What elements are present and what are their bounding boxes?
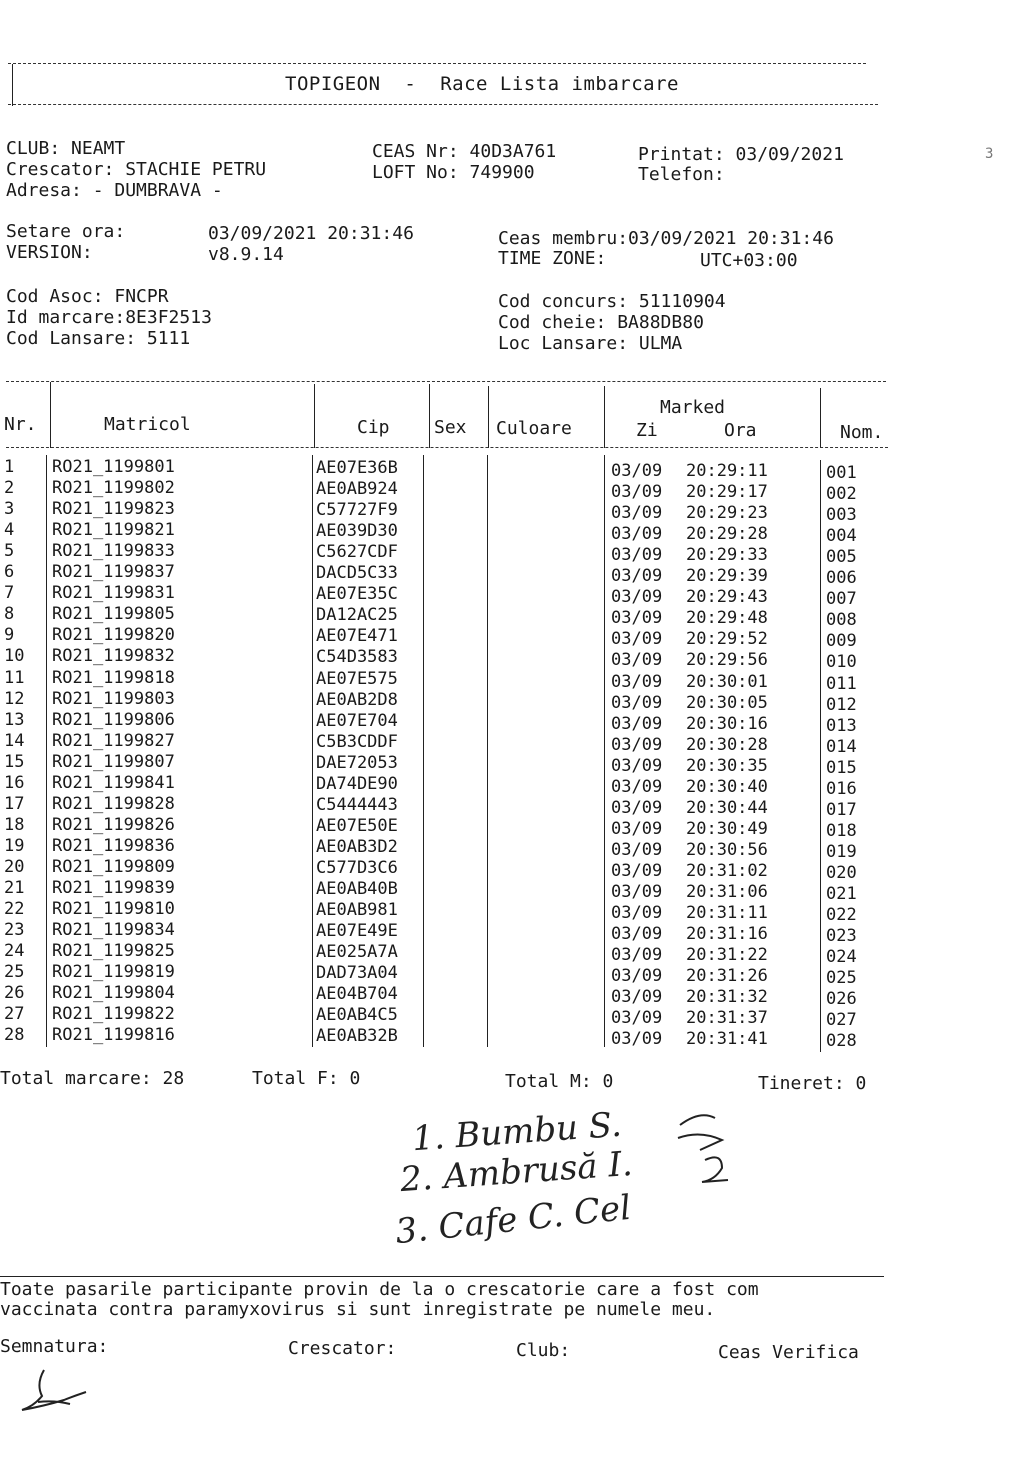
cell-cip: DAD73A04 (316, 963, 398, 984)
cell-matricol: RO21_1199801 (52, 457, 175, 477)
cell-cip: C577D3C6 (316, 857, 398, 878)
cell-nom: 026 (826, 989, 857, 1010)
table-row (0, 457, 1024, 483)
table-row (0, 583, 1024, 610)
cell-nom: 025 (826, 968, 857, 989)
cell-nom: 009 (826, 631, 857, 652)
cell-ora: 20:29:28 (686, 524, 768, 545)
col-divider-matricol (314, 384, 315, 448)
ceas-nr: CEAS Nr: 40D3A761 (372, 141, 557, 162)
declaration-line-2: vaccinata contra paramyxovirus si sunt inregistrate pe numele meu. (0, 1299, 716, 1320)
cell-matricol: RO21_1199818 (52, 667, 175, 688)
cell-cip: C57727F9 (316, 500, 398, 521)
cell-cip: AE07E471 (316, 626, 398, 647)
cell-nr: 22 (4, 899, 25, 920)
header-bottom-rule (8, 104, 878, 105)
cell-nom: 021 (826, 884, 857, 904)
cell-zi: 03/09 (611, 860, 663, 881)
cell-ora: 20:29:43 (686, 587, 768, 608)
cell-matricol: RO21_1199807 (52, 751, 175, 772)
cell-nr: 13 (4, 709, 25, 730)
cell-zi: 03/09 (611, 755, 663, 776)
loc-lansare: Loc Lansare: ULMA (498, 333, 683, 354)
cell-nr: 1 (4, 457, 15, 477)
cell-zi: 03/09 (611, 524, 663, 545)
ceas-membru: Ceas membru:03/09/2021 20:31:46 (498, 228, 834, 249)
cell-matricol: RO21_1199832 (52, 646, 175, 667)
cell-cip: DAE72053 (316, 752, 398, 773)
cell-ora: 20:29:52 (686, 629, 768, 650)
cell-matricol: RO21_1199839 (52, 878, 175, 898)
cell-nr: 12 (4, 688, 25, 709)
cell-cip: AE0AB3D2 (316, 836, 398, 857)
cell-cip: C54D3583 (316, 647, 398, 668)
semnatura-label: Semnatura: (0, 1336, 109, 1357)
cell-ora: 20:29:23 (686, 503, 768, 524)
cell-cip: AE0AB4C5 (316, 1005, 398, 1026)
club-label: CLUB: NEAMT (6, 138, 126, 159)
cell-ora: 20:29:56 (686, 650, 768, 671)
cell-nom: 006 (826, 568, 857, 589)
table-row (0, 688, 1024, 715)
cell-nr: 17 (4, 793, 25, 814)
cell-matricol: RO21_1199816 (52, 1025, 175, 1046)
cell-matricol: RO21_1199826 (52, 814, 175, 835)
cell-cip: AE0AB32B (316, 1026, 398, 1047)
cell-nom: 015 (826, 757, 857, 778)
table-row (0, 562, 1024, 589)
table-row (0, 856, 1024, 883)
cell-zi: 03/09 (611, 839, 663, 860)
cell-zi: 03/09 (611, 945, 663, 966)
cell-ora: 20:30:44 (686, 797, 768, 818)
time-zone-label: TIME ZONE: (498, 248, 607, 269)
cell-cip: AE025A7A (316, 942, 398, 963)
cell-matricol: RO21_1199834 (52, 920, 175, 941)
cell-nom: 014 (826, 736, 857, 757)
table-row (0, 835, 1024, 862)
cell-matricol: RO21_1199820 (52, 625, 175, 646)
cell-nom: 005 (826, 547, 857, 568)
cell-nom: 002 (826, 484, 857, 505)
cell-nr: 3 (4, 499, 15, 520)
cell-zi: 03/09 (611, 882, 663, 902)
cell-nom: 008 (826, 610, 857, 631)
cell-nom: 004 (826, 526, 857, 547)
cell-nom: 007 (826, 589, 857, 610)
cod-concurs: Cod concurs: 51110904 (498, 291, 726, 312)
cell-ora: 20:29:48 (686, 608, 768, 629)
cell-nom: 012 (826, 694, 857, 715)
table-row (0, 772, 1024, 799)
printat-date: Printat: 03/09/2021 (638, 144, 844, 165)
cell-zi: 03/09 (611, 776, 663, 797)
cell-ora: 20:30:28 (686, 734, 768, 755)
cell-zi: 03/09 (611, 734, 663, 755)
cell-zi: 03/09 (611, 608, 663, 629)
cell-nom: 001 (826, 463, 857, 483)
cell-zi: 03/09 (611, 797, 663, 818)
cell-matricol: RO21_1199803 (52, 688, 175, 709)
cell-nr: 24 (4, 941, 25, 962)
cell-nom: 023 (826, 926, 857, 947)
cell-matricol: RO21_1199827 (52, 730, 175, 751)
col-divider-nr (50, 382, 51, 448)
table-top-rule (6, 381, 886, 382)
version-label: VERSION: (6, 242, 93, 263)
cell-matricol: RO21_1199809 (52, 856, 175, 877)
cell-nr: 2 (4, 478, 15, 499)
cell-matricol: RO21_1199822 (52, 1004, 175, 1025)
col-divider-culoare (604, 386, 605, 448)
cell-ora: 20:31:26 (686, 966, 768, 987)
cell-ora: 20:31:06 (686, 882, 768, 902)
cell-zi: 03/09 (611, 461, 663, 481)
table-row (0, 646, 1024, 673)
cell-ora: 20:31:11 (686, 903, 768, 924)
cell-cip: C5444443 (316, 794, 398, 815)
cell-zi: 03/09 (611, 629, 663, 650)
total-f: Total F: 0 (252, 1068, 361, 1089)
page-title: TOPIGEON - Race Lista imbarcare (285, 73, 679, 95)
col-divider-marked (820, 388, 821, 448)
header-culoare: Culoare (496, 418, 572, 439)
cell-zi: 03/09 (611, 545, 663, 566)
cell-nr: 10 (4, 646, 25, 667)
footer-rule (0, 1276, 884, 1277)
cell-matricol: RO21_1199831 (52, 583, 175, 604)
cell-matricol: RO21_1199837 (52, 562, 175, 583)
cell-matricol: RO21_1199833 (52, 541, 175, 562)
col-divider-cip (429, 384, 430, 448)
cell-nom: 011 (826, 673, 857, 694)
cell-nom: 027 (826, 1010, 857, 1031)
cod-asoc: Cod Asoc: FNCPR (6, 286, 169, 307)
cell-matricol: RO21_1199802 (52, 478, 175, 499)
cell-ora: 20:30:05 (686, 692, 768, 713)
cell-zi: 03/09 (611, 903, 663, 924)
cell-nr: 19 (4, 835, 25, 856)
header-sex: Sex (434, 417, 467, 438)
cell-ora: 20:31:02 (686, 860, 768, 881)
cell-matricol: RO21_1199821 (52, 520, 175, 541)
cell-matricol: RO21_1199825 (52, 941, 175, 962)
table-row (0, 899, 1024, 926)
crescator-label: Crescator: STACHIE PETRU (6, 159, 267, 180)
table-row (0, 1004, 1024, 1031)
cell-nr: 26 (4, 983, 25, 1004)
cell-nr: 7 (4, 583, 15, 604)
ceas-verifica-label: Ceas Verifica (718, 1342, 859, 1363)
cell-matricol: RO21_1199823 (52, 499, 175, 520)
cell-nr: 27 (4, 1004, 25, 1025)
table-row (0, 625, 1024, 652)
cell-nom: 017 (826, 799, 857, 820)
cell-nr: 15 (4, 751, 25, 772)
cell-cip: AE0AB40B (316, 879, 398, 899)
cell-ora: 20:30:16 (686, 713, 768, 734)
cell-ora: 20:31:32 (686, 987, 768, 1008)
cell-ora: 20:29:11 (686, 461, 768, 481)
header-matricol: Matricol (104, 414, 191, 435)
cell-matricol: RO21_1199836 (52, 835, 175, 856)
header-nom: Nom. (840, 422, 884, 443)
table-row (0, 499, 1024, 526)
cell-nr: 23 (4, 920, 25, 941)
header-cip: Cip (357, 417, 390, 438)
cell-nr: 5 (4, 541, 15, 562)
cell-cip: DACD5C33 (316, 563, 398, 584)
cell-nr: 16 (4, 772, 25, 793)
handwritten-line-2: 2. Ambrusă I. (398, 1143, 634, 1201)
cell-nom: 010 (826, 652, 857, 673)
cell-nom: 019 (826, 841, 857, 862)
table-row (0, 983, 1024, 1010)
table-row (0, 962, 1024, 989)
cell-cip: AE07E50E (316, 815, 398, 836)
table-row (0, 920, 1024, 947)
cell-cip: AE07E575 (316, 668, 398, 689)
table-row (0, 730, 1024, 757)
total-marcare: Total marcare: 28 (0, 1068, 185, 1089)
cell-cip: AE07E35C (316, 584, 398, 605)
table-row (0, 751, 1024, 778)
cell-ora: 20:30:49 (686, 818, 768, 839)
table-row (0, 667, 1024, 694)
cell-zi: 03/09 (611, 818, 663, 839)
table-row (0, 941, 1024, 968)
cell-nr: 11 (4, 667, 25, 688)
cell-nr: 25 (4, 962, 25, 983)
header-zi: Zi (636, 420, 658, 441)
cell-nr: 21 (4, 878, 25, 898)
cell-cip: AE07E36B (316, 458, 398, 478)
cell-zi: 03/09 (611, 482, 663, 503)
cell-nr: 14 (4, 730, 25, 751)
cell-nom: 003 (826, 505, 857, 526)
handwritten-line-3: 3. Cafe C. Cel (393, 1187, 633, 1253)
cell-nom: 018 (826, 820, 857, 841)
table-row (0, 793, 1024, 820)
header-left-bar (12, 64, 13, 106)
cell-zi: 03/09 (611, 713, 663, 734)
header-ora: Ora (724, 420, 757, 441)
tineret: Tineret: 0 (758, 1073, 867, 1094)
cell-zi: 03/09 (611, 503, 663, 524)
cell-matricol: RO21_1199805 (52, 604, 175, 625)
cell-ora: 20:30:01 (686, 671, 768, 692)
cell-nom: 013 (826, 715, 857, 736)
header-top-rule (8, 63, 866, 64)
cell-matricol: RO21_1199841 (52, 772, 175, 793)
cell-cip: AE04B704 (316, 984, 398, 1005)
cell-matricol: RO21_1199804 (52, 983, 175, 1004)
cell-zi: 03/09 (611, 966, 663, 987)
cell-cip: AE039D30 (316, 521, 398, 542)
adresa-label: Adresa: - DUMBRAVA - (6, 180, 223, 201)
cell-cip: C5B3CDDF (316, 731, 398, 752)
cell-ora: 20:30:35 (686, 755, 768, 776)
cell-ora: 20:31:22 (686, 945, 768, 966)
cell-nom: 020 (826, 862, 857, 883)
cell-cip: AE07E49E (316, 921, 398, 942)
cell-cip: AE07E704 (316, 710, 398, 731)
cell-ora: 20:31:16 (686, 924, 768, 945)
cell-cip: C5627CDF (316, 542, 398, 563)
cell-nom: 028 (826, 1031, 857, 1052)
cell-ora: 20:29:39 (686, 566, 768, 587)
total-m: Total M: 0 (505, 1071, 614, 1092)
declaration-line-1: Toate pasarile participante provin de la o crescatorie care a fost com (0, 1279, 759, 1300)
page-mark: 3 (985, 146, 994, 162)
cod-cheie: Cod cheie: BA88DB80 (498, 312, 704, 333)
cell-zi: 03/09 (611, 1029, 663, 1050)
cell-matricol: RO21_1199810 (52, 899, 175, 920)
cell-cip: DA74DE90 (316, 773, 398, 794)
cell-nr: 18 (4, 814, 25, 835)
id-marcare: Id marcare:8E3F2513 (6, 307, 212, 328)
cell-matricol: RO21_1199806 (52, 709, 175, 730)
cell-ora: 20:31:41 (686, 1029, 768, 1050)
header-nr: Nr. (4, 414, 37, 435)
cell-cip: DA12AC25 (316, 605, 398, 626)
signature-scribble (14, 1366, 94, 1416)
cell-cip: AE0AB981 (316, 900, 398, 921)
cell-matricol: RO21_1199819 (52, 962, 175, 983)
table-row (0, 1025, 1024, 1052)
cell-ora: 20:30:40 (686, 776, 768, 797)
table-row (0, 604, 1024, 631)
cell-cip: AE0AB924 (316, 479, 398, 500)
cell-zi: 03/09 (611, 587, 663, 608)
cell-matricol: RO21_1199828 (52, 793, 175, 814)
cell-nom: 022 (826, 905, 857, 926)
loft-no: LOFT No: 749900 (372, 162, 535, 183)
header-marked: Marked (660, 397, 726, 418)
cell-nr: 20 (4, 856, 25, 877)
cell-nom: 016 (826, 778, 857, 799)
table-row (0, 541, 1024, 568)
cell-nr: 28 (4, 1025, 25, 1046)
version-value: v8.9.14 (208, 244, 284, 265)
cell-ora: 20:29:33 (686, 545, 768, 566)
handwritten-marks (660, 1100, 740, 1190)
crescator-sign-label: Crescator: (288, 1338, 397, 1359)
cell-zi: 03/09 (611, 566, 663, 587)
setare-ora-label: Setare ora: (6, 221, 126, 242)
cell-ora: 20:31:37 (686, 1008, 768, 1029)
table-row (0, 709, 1024, 736)
table-row (0, 814, 1024, 841)
cell-zi: 03/09 (611, 1008, 663, 1029)
cell-nr: 6 (4, 562, 15, 583)
cell-nr: 9 (4, 625, 15, 646)
cell-nr: 4 (4, 520, 15, 541)
table-header-rule (6, 447, 888, 448)
cell-ora: 20:29:17 (686, 482, 768, 503)
cell-zi: 03/09 (611, 671, 663, 692)
telefon-label: Telefon: (638, 164, 725, 185)
time-zone-value: UTC+03:00 (700, 250, 798, 271)
table-row (0, 878, 1024, 904)
col-divider-sex (488, 386, 489, 448)
cell-zi: 03/09 (611, 692, 663, 713)
handwritten-line-1: 1. Bumbu S. (410, 1104, 623, 1160)
cell-cip: AE0AB2D8 (316, 689, 398, 710)
cell-nr: 8 (4, 604, 15, 625)
cell-nom: 024 (826, 947, 857, 968)
cell-zi: 03/09 (611, 924, 663, 945)
cod-lansare: Cod Lansare: 5111 (6, 328, 191, 349)
cell-ora: 20:30:56 (686, 839, 768, 860)
table-row (0, 520, 1024, 547)
cell-zi: 03/09 (611, 650, 663, 671)
cell-zi: 03/09 (611, 987, 663, 1008)
setare-ora-value: 03/09/2021 20:31:46 (208, 223, 414, 244)
club-sign-label: Club: (516, 1340, 571, 1361)
table-row (0, 478, 1024, 505)
